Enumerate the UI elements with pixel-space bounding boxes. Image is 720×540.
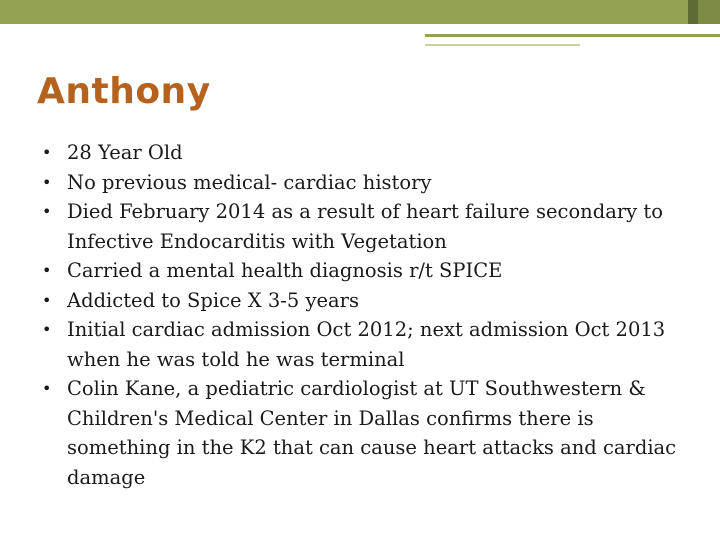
bullet-list	[42, 138, 682, 492]
bullet-icon: •	[42, 261, 52, 280]
bullet-text: Colin Kane, a pediatric cardiologist at UT Southwestern & Children's Medical Center in Dallas confirms there is something in the K2 that can cause heart attacks and cardiac damage	[67, 377, 677, 489]
header-bar-dark-segment	[688, 0, 698, 24]
bullet-item	[42, 374, 682, 492]
bullet-icon: •	[42, 379, 52, 398]
header-bar-right-segment	[698, 0, 720, 24]
bullet-text: Died February 2014 as a result of heart failure secondary to Infective Endocarditis with Vegetation	[67, 200, 663, 253]
bullet-icon: •	[42, 143, 52, 162]
bullet-text: Carried a mental health diagnosis r/t SPICE	[67, 259, 503, 282]
bullet-icon: •	[42, 290, 52, 310]
bullet-item	[42, 256, 682, 286]
slide-title: Anthony	[37, 71, 211, 112]
accent-line	[425, 34, 720, 37]
bullet-item	[42, 197, 682, 256]
accent-line-thin	[425, 44, 580, 46]
bullet-item	[42, 168, 682, 198]
header-bar	[0, 0, 688, 24]
bullet-text: Initial cardiac admission Oct 2012; next admission Oct 2013 when he was told he was terminal	[67, 318, 666, 371]
bullet-text: No previous medical- cardiac history	[67, 170, 432, 194]
bullet-item	[42, 286, 682, 316]
bullet-icon: •	[42, 202, 52, 221]
bullet-item	[42, 315, 682, 374]
bullet-item	[42, 138, 682, 168]
bullet-icon: •	[42, 172, 52, 192]
bullet-icon: •	[42, 320, 52, 339]
bullet-text: 28 Year Old	[67, 141, 183, 164]
bullet-text: Addicted to Spice X 3-5 years	[67, 288, 359, 312]
